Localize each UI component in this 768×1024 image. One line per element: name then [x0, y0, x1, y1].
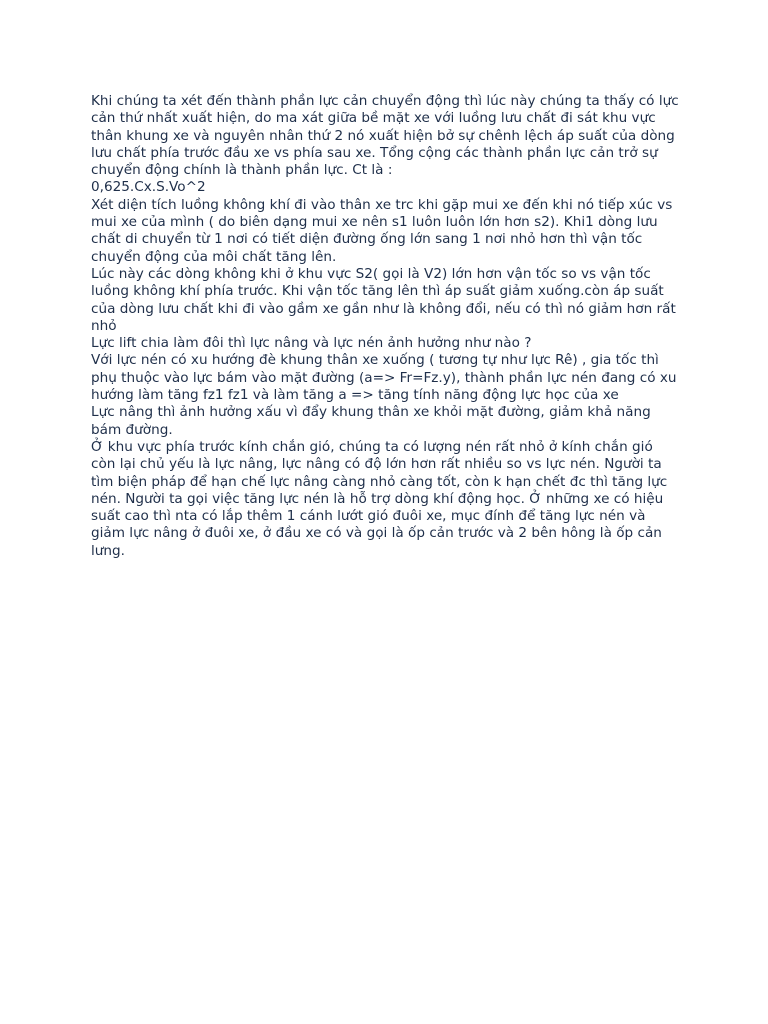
paragraph-windshield-spoiler: Ở khu vực phía trước kính chắn gió, chúng ta có lượng nén rất nhỏ ở kính chắn gió còn lại chủ yếu là lực nâng, lực nâng có độ lớn hơn rất nhiều so vs lực nén. Người ta tìm biện pháp để hạn chế lực nâng càng nhỏ càng tốt, còn k hạn chết đc thì tăng lực nén. Người ta gọi việc tăng lực nén là hỗ trợ dòng khí động học. Ở những xe có hiệu suất cao thì nta có lắp thêm 1 cánh lướt gió đuôi xe, mục đính để tăng lực nén và giảm lực nâng ở đuôi xe, ở đầu xe có và gọi là ốp cản trước và 2 bên hông là ốp cản lưng.: [91, 438, 668, 559]
document-body: [91, 93, 681, 560]
paragraph-lift-question: Lực lift chia làm đôi thì lực nâng và lực nén ảnh hưởng như nào ?: [91, 335, 532, 352]
paragraph-drag-formula: 0,625.Cx.S.Vo^2: [91, 179, 206, 196]
paragraph-airflow-area: Xét diện tích luồng không khí đi vào thân xe trc khi gặp mui xe đến khi nó tiếp xúc vs mui xe của mình ( do biên dạng mui xe nên s1 luôn luôn lớn hơn s2). Khi1 dòng lưu chất di chuyển từ 1 nơi có tiết diện đường ống lớn sang 1 nơi nhỏ hơn thì vận tốc chuyển động của môi chất tăng lên.: [91, 196, 673, 265]
paragraph-velocity-pressure: Lúc này các dòng không khi ở khu vực S2( gọi là V2) lớn hơn vận tốc so vs vận tốc luồng không khí phía trước. Khi vận tốc tăng lên thì áp suất giảm xuống.còn áp suất của dòng lưu chất khi đi vào gầm xe gần như là không đổi, nếu có thì nó giảm hơn rất nhỏ: [91, 265, 676, 334]
paragraph-drag-intro: Khi chúng ta xét đến thành phần lực cản chuyển động thì lúc này chúng ta thấy có lực cản thứ nhất xuất hiện, do ma xát giữa bề mặt xe với luồng lưu chất đi sát khu vực thân khung xe và nguyên nhân thứ 2 nó xuất hiện bở sự chênh lệch áp suất của dòng lưu chất phía trước đầu xe vs phía sau xe. Tổng cộng các thành phần lực cản trở sự chuyển động chính là thành phần lực. Ct là :: [91, 93, 679, 179]
paragraph-downforce: Với lực nén có xu hướng đè khung thân xe xuống ( tương tự như lực Rê) , gia tốc thì phụ thuộc vào lực bám vào mặt đường (a=> Fr=Fz.y), thành phần lực nén đang có xu hướng làm tăng fz1 fz1 và làm tăng a => tăng tính năng động lực học của xe: [91, 352, 677, 404]
paragraph-lift-effect: Lực nâng thì ảnh hưởng xấu vì đẩy khung thân xe khỏi mặt đường, giảm khả năng bám đường.: [91, 404, 651, 438]
